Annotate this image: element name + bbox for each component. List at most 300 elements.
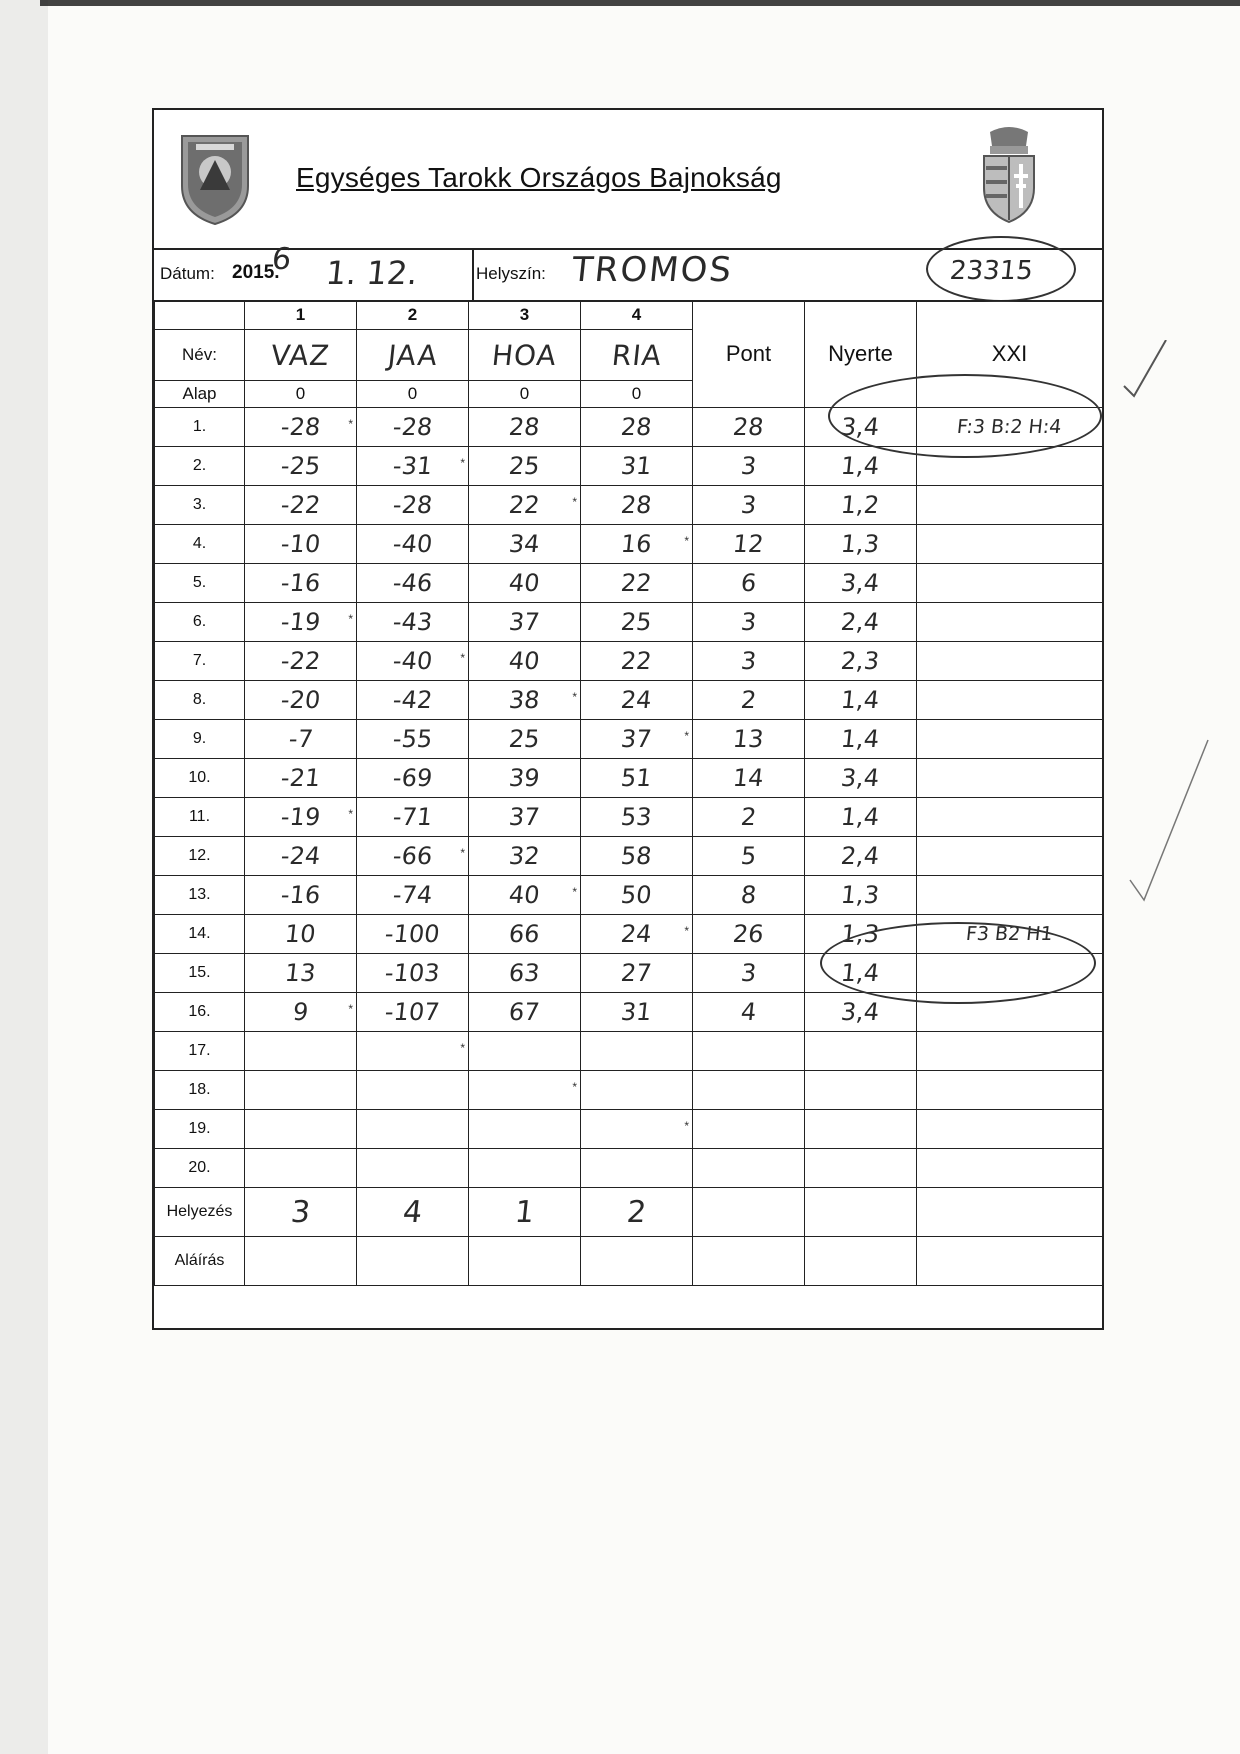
xxi-note: F3 B2 H1 bbox=[965, 923, 1054, 945]
player-score-cell bbox=[581, 915, 693, 954]
nyerte-value: 1,3 bbox=[839, 920, 882, 948]
game-number: 6. bbox=[192, 613, 207, 630]
player-score: -28 bbox=[391, 491, 434, 519]
placement-cell bbox=[245, 1188, 357, 1237]
club-crest-icon bbox=[178, 130, 252, 226]
player-score: -20 bbox=[279, 686, 322, 714]
sheet-header bbox=[154, 110, 1102, 250]
player-score-cell bbox=[245, 447, 357, 486]
game-number: 20. bbox=[188, 1159, 211, 1176]
date-year-overwrite: 6 bbox=[270, 242, 293, 277]
placement-cell bbox=[357, 1188, 469, 1237]
empty-cell bbox=[693, 1188, 805, 1237]
xxi-note-cell bbox=[917, 1110, 1103, 1149]
player-score-cell bbox=[245, 993, 357, 1032]
xxi-note-cell bbox=[917, 1071, 1103, 1110]
player-score: 22 bbox=[507, 491, 542, 519]
player-name: JAA bbox=[385, 338, 440, 372]
nyerte-value-cell bbox=[805, 720, 917, 759]
pont-value-cell bbox=[693, 954, 805, 993]
nyerte-value-cell bbox=[805, 681, 917, 720]
placement-cell bbox=[581, 1188, 693, 1237]
player-score: -19 bbox=[279, 803, 322, 831]
game-number: 2. bbox=[192, 457, 207, 474]
player-score-cell bbox=[357, 564, 469, 603]
player-score-cell bbox=[469, 993, 581, 1032]
xxi-note-cell bbox=[917, 603, 1103, 642]
nyerte-value: 1,4 bbox=[839, 686, 882, 714]
player-score-cell bbox=[469, 681, 581, 720]
player-score: -40 bbox=[391, 530, 434, 558]
player-score: -107 bbox=[383, 998, 442, 1026]
dealer-star-mark: * bbox=[572, 495, 577, 509]
nyerte-value-cell bbox=[805, 525, 917, 564]
player-score-cell bbox=[581, 720, 693, 759]
player-score-cell bbox=[357, 1110, 469, 1149]
player-score-cell bbox=[357, 1071, 469, 1110]
player-name-cell bbox=[581, 330, 693, 381]
game-number: 11. bbox=[188, 808, 211, 825]
empty-cell bbox=[917, 1188, 1103, 1237]
player-score-cell bbox=[469, 954, 581, 993]
nyerte-header: Nyerte bbox=[805, 301, 917, 408]
player-score-cell bbox=[469, 525, 581, 564]
player-score-cell bbox=[469, 798, 581, 837]
player-score-cell bbox=[357, 798, 469, 837]
player-name-cell bbox=[357, 330, 469, 381]
game-number-cell bbox=[155, 876, 245, 915]
player-score: 67 bbox=[507, 998, 542, 1026]
signature-cell bbox=[581, 1237, 693, 1286]
pont-value-cell bbox=[693, 993, 805, 1032]
page-title: Egységes Tarokk Országos Bajnokság bbox=[296, 162, 782, 193]
xxi-note-cell bbox=[917, 720, 1103, 759]
player-score-cell bbox=[469, 447, 581, 486]
nyerte-value-cell bbox=[805, 564, 917, 603]
player-score: -31 bbox=[391, 452, 434, 480]
player-col-2: 2 bbox=[357, 301, 469, 330]
player-score: -19 bbox=[279, 608, 322, 636]
player-score-cell bbox=[581, 486, 693, 525]
player-score: 38 bbox=[507, 686, 542, 714]
pont-value-cell bbox=[693, 720, 805, 759]
player-score: 34 bbox=[507, 530, 542, 558]
pont-value: 3 bbox=[739, 647, 758, 675]
game-number: 17. bbox=[188, 1042, 211, 1059]
alap-label: Alap bbox=[155, 381, 245, 408]
player-score: 25 bbox=[507, 452, 542, 480]
player-score: 24 bbox=[619, 920, 654, 948]
player-score-cell bbox=[581, 1110, 693, 1149]
pont-value: 26 bbox=[731, 920, 766, 948]
xxi-note-cell bbox=[917, 642, 1103, 681]
xxi-note-cell bbox=[917, 837, 1103, 876]
signature-cell bbox=[917, 1237, 1103, 1286]
alap-value: 0 bbox=[245, 381, 357, 408]
player-score: -71 bbox=[391, 803, 434, 831]
date-year: 2015. bbox=[232, 262, 280, 283]
xxi-header: XXI bbox=[917, 301, 1103, 408]
player-score-cell bbox=[245, 876, 357, 915]
player-score-cell bbox=[469, 642, 581, 681]
nyerte-value: 1,4 bbox=[839, 725, 882, 753]
pont-value-cell bbox=[693, 564, 805, 603]
player-score-cell bbox=[245, 642, 357, 681]
pont-value-cell bbox=[693, 1071, 805, 1110]
player-score: 10 bbox=[283, 920, 318, 948]
player-score: -28 bbox=[279, 413, 322, 441]
placement-value: 3 bbox=[289, 1194, 312, 1230]
player-score: 28 bbox=[619, 413, 654, 441]
game-row bbox=[155, 525, 1103, 564]
player-score-cell bbox=[469, 1110, 581, 1149]
player-score: 50 bbox=[619, 881, 654, 909]
player-score-cell bbox=[357, 1149, 469, 1188]
player-score-cell bbox=[469, 1071, 581, 1110]
pont-value-cell bbox=[693, 603, 805, 642]
pont-value-cell bbox=[693, 915, 805, 954]
nyerte-value-cell bbox=[805, 876, 917, 915]
player-col-1: 1 bbox=[245, 301, 357, 330]
player-score-cell bbox=[581, 759, 693, 798]
player-score-cell bbox=[469, 408, 581, 447]
game-number: 5. bbox=[192, 574, 207, 591]
pont-value: 3 bbox=[739, 452, 758, 480]
hungarian-coat-of-arms-icon bbox=[976, 124, 1042, 224]
player-score: 32 bbox=[507, 842, 542, 870]
game-number-cell bbox=[155, 915, 245, 954]
nyerte-value-cell bbox=[805, 1071, 917, 1110]
pont-value-cell bbox=[693, 486, 805, 525]
player-name-cell bbox=[245, 330, 357, 381]
player-score-cell bbox=[469, 486, 581, 525]
player-score-cell bbox=[245, 915, 357, 954]
game-number-cell bbox=[155, 1110, 245, 1149]
game-row bbox=[155, 681, 1103, 720]
player-score: 25 bbox=[507, 725, 542, 753]
player-score-cell bbox=[357, 915, 469, 954]
player-score: 9 bbox=[291, 998, 310, 1026]
player-score-cell bbox=[469, 564, 581, 603]
game-row bbox=[155, 1110, 1103, 1149]
player-score-cell bbox=[469, 759, 581, 798]
player-score-cell bbox=[357, 876, 469, 915]
pont-value: 4 bbox=[739, 998, 758, 1026]
player-score: 25 bbox=[619, 608, 654, 636]
player-score-cell bbox=[357, 1032, 469, 1071]
game-row bbox=[155, 564, 1103, 603]
player-score-cell bbox=[245, 564, 357, 603]
nyerte-value: 2,4 bbox=[839, 842, 882, 870]
pont-value-cell bbox=[693, 408, 805, 447]
player-score: 58 bbox=[619, 842, 654, 870]
player-score-cell bbox=[245, 798, 357, 837]
nyerte-value: 1,2 bbox=[839, 491, 882, 519]
pont-value-cell bbox=[693, 447, 805, 486]
player-score: -46 bbox=[391, 569, 434, 597]
game-number-cell bbox=[155, 1071, 245, 1110]
signature-cell bbox=[693, 1237, 805, 1286]
player-score-cell bbox=[469, 915, 581, 954]
nyerte-value-cell bbox=[805, 642, 917, 681]
signature-cell bbox=[357, 1237, 469, 1286]
player-score-cell bbox=[581, 447, 693, 486]
game-number-cell bbox=[155, 798, 245, 837]
player-score-cell bbox=[469, 1149, 581, 1188]
nyerte-value-cell bbox=[805, 1032, 917, 1071]
player-score-cell bbox=[581, 1149, 693, 1188]
nyerte-value-cell bbox=[805, 798, 917, 837]
game-row bbox=[155, 1032, 1103, 1071]
player-score-cell bbox=[469, 876, 581, 915]
placement-value: 4 bbox=[401, 1194, 424, 1230]
player-score-cell bbox=[357, 486, 469, 525]
xxi-note-cell bbox=[917, 876, 1103, 915]
player-score: 40 bbox=[507, 881, 542, 909]
player-score: 37 bbox=[507, 803, 542, 831]
player-score: 24 bbox=[619, 686, 654, 714]
game-number-cell bbox=[155, 720, 245, 759]
player-score-cell bbox=[245, 759, 357, 798]
player-score: -10 bbox=[279, 530, 322, 558]
game-row bbox=[155, 720, 1103, 759]
pen-check-marks bbox=[1100, 340, 1210, 980]
pont-value-cell bbox=[693, 681, 805, 720]
game-number-cell bbox=[155, 486, 245, 525]
pont-value-cell bbox=[693, 642, 805, 681]
dealer-star-mark: * bbox=[460, 456, 465, 470]
player-score: -103 bbox=[383, 959, 442, 987]
game-number: 1. bbox=[192, 418, 207, 435]
pont-value: 2 bbox=[739, 803, 758, 831]
player-score: -74 bbox=[391, 881, 434, 909]
signature-label: Aláírás bbox=[155, 1237, 245, 1286]
player-score: -16 bbox=[279, 881, 322, 909]
placement-row bbox=[155, 1188, 1103, 1237]
code-ellipse bbox=[926, 236, 1076, 302]
xxi-note-cell bbox=[917, 564, 1103, 603]
game-number-cell bbox=[155, 447, 245, 486]
signature-cell bbox=[245, 1237, 357, 1286]
placement-value: 2 bbox=[625, 1194, 648, 1230]
game-number: 4. bbox=[192, 535, 207, 552]
game-number: 14. bbox=[188, 925, 211, 942]
game-row bbox=[155, 876, 1103, 915]
dealer-star-mark: * bbox=[348, 1002, 353, 1016]
nyerte-value-cell bbox=[805, 837, 917, 876]
pont-value: 3 bbox=[739, 491, 758, 519]
pont-value: 3 bbox=[739, 608, 758, 636]
player-score-cell bbox=[581, 1071, 693, 1110]
player-score-cell bbox=[357, 642, 469, 681]
player-score: -25 bbox=[279, 452, 322, 480]
player-score: -21 bbox=[279, 764, 322, 792]
dealer-star-mark: * bbox=[460, 1041, 465, 1055]
game-number: 18. bbox=[188, 1081, 211, 1098]
nyerte-value: 1,4 bbox=[839, 959, 882, 987]
player-score: 31 bbox=[619, 452, 654, 480]
scan-edge-top bbox=[40, 0, 1240, 6]
game-number: 9. bbox=[192, 730, 207, 747]
game-row bbox=[155, 642, 1103, 681]
player-score: -42 bbox=[391, 686, 434, 714]
player-score: 27 bbox=[619, 959, 654, 987]
game-row bbox=[155, 486, 1103, 525]
player-score-cell bbox=[581, 798, 693, 837]
player-score: 40 bbox=[507, 569, 542, 597]
player-score-cell bbox=[581, 837, 693, 876]
game-row bbox=[155, 837, 1103, 876]
player-score-cell bbox=[357, 447, 469, 486]
game-number-cell bbox=[155, 408, 245, 447]
player-score-cell bbox=[245, 486, 357, 525]
nyerte-value: 1,3 bbox=[839, 881, 882, 909]
dealer-star-mark: * bbox=[684, 1119, 689, 1133]
player-score: 63 bbox=[507, 959, 542, 987]
game-number-cell bbox=[155, 525, 245, 564]
game-number: 3. bbox=[192, 496, 207, 513]
player-score-cell bbox=[245, 1071, 357, 1110]
player-score-cell bbox=[357, 681, 469, 720]
dealer-star-mark: * bbox=[572, 1080, 577, 1094]
game-row bbox=[155, 1149, 1103, 1188]
player-score-cell bbox=[245, 603, 357, 642]
pont-value-cell bbox=[693, 1032, 805, 1071]
game-number-cell bbox=[155, 954, 245, 993]
pont-value: 2 bbox=[739, 686, 758, 714]
player-score: -22 bbox=[279, 491, 322, 519]
game-number-cell bbox=[155, 1032, 245, 1071]
xxi-note-cell bbox=[917, 681, 1103, 720]
game-number-cell bbox=[155, 642, 245, 681]
player-score-cell bbox=[581, 564, 693, 603]
player-score-cell bbox=[245, 681, 357, 720]
dealer-star-mark: * bbox=[572, 690, 577, 704]
game-number: 7. bbox=[192, 652, 207, 669]
nyerte-value: 2,3 bbox=[839, 647, 882, 675]
alap-value: 0 bbox=[357, 381, 469, 408]
player-score-cell bbox=[245, 408, 357, 447]
pont-value-cell bbox=[693, 1110, 805, 1149]
pont-value-cell bbox=[693, 798, 805, 837]
name-label: Név: bbox=[155, 330, 245, 381]
game-number: 19. bbox=[188, 1120, 211, 1137]
player-score: -100 bbox=[383, 920, 442, 948]
player-col-3: 3 bbox=[469, 301, 581, 330]
player-score-cell bbox=[357, 525, 469, 564]
player-score-cell bbox=[245, 1110, 357, 1149]
nyerte-value: 3,4 bbox=[839, 764, 882, 792]
player-name: RIA bbox=[609, 338, 664, 372]
dealer-star-mark: * bbox=[684, 534, 689, 548]
player-score: 53 bbox=[619, 803, 654, 831]
player-score-cell bbox=[581, 642, 693, 681]
alap-value: 0 bbox=[469, 381, 581, 408]
player-col-4: 4 bbox=[581, 301, 693, 330]
game-number: 8. bbox=[192, 691, 207, 708]
player-score-cell bbox=[357, 837, 469, 876]
location-label: Helyszín: bbox=[476, 264, 546, 283]
pont-value: 12 bbox=[731, 530, 766, 558]
xxi-note-cell bbox=[917, 1149, 1103, 1188]
player-score-cell bbox=[245, 837, 357, 876]
pont-header: Pont bbox=[693, 301, 805, 408]
game-number-cell bbox=[155, 837, 245, 876]
pont-value-cell bbox=[693, 837, 805, 876]
date-location-row bbox=[154, 242, 1102, 302]
game-number-cell bbox=[155, 681, 245, 720]
player-score: 39 bbox=[507, 764, 542, 792]
dealer-star-mark: * bbox=[460, 651, 465, 665]
player-score: 31 bbox=[619, 998, 654, 1026]
player-score: 13 bbox=[283, 959, 318, 987]
pont-value: 5 bbox=[739, 842, 758, 870]
nyerte-value: 3,4 bbox=[839, 413, 882, 441]
player-score-cell bbox=[357, 720, 469, 759]
signature-cell bbox=[469, 1237, 581, 1286]
dealer-star-mark: * bbox=[348, 417, 353, 431]
player-name: HOA bbox=[490, 338, 559, 372]
game-number-cell bbox=[155, 603, 245, 642]
player-score: -43 bbox=[391, 608, 434, 636]
game-number: 10. bbox=[188, 769, 211, 786]
nyerte-value-cell bbox=[805, 486, 917, 525]
player-score-cell bbox=[581, 954, 693, 993]
pont-value: 14 bbox=[731, 764, 766, 792]
xxi-note-cell bbox=[917, 759, 1103, 798]
date-label: Dátum: bbox=[160, 264, 215, 283]
pont-value-cell bbox=[693, 525, 805, 564]
dealer-star-mark: * bbox=[684, 924, 689, 938]
date-handwritten: 1. 12. bbox=[324, 254, 420, 292]
player-score: 22 bbox=[619, 569, 654, 597]
alap-value: 0 bbox=[581, 381, 693, 408]
pont-value: 28 bbox=[731, 413, 766, 441]
player-score-cell bbox=[357, 954, 469, 993]
player-score: -28 bbox=[391, 413, 434, 441]
xxi-note-cell bbox=[917, 525, 1103, 564]
scan-edge-left bbox=[0, 0, 48, 1754]
player-score: 66 bbox=[507, 920, 542, 948]
player-score: 37 bbox=[619, 725, 654, 753]
divider bbox=[472, 248, 474, 300]
xxi-note-ellipse-2 bbox=[820, 922, 1096, 1004]
game-number-cell bbox=[155, 993, 245, 1032]
player-score-cell bbox=[245, 954, 357, 993]
xxi-note-cell bbox=[917, 486, 1103, 525]
player-score-cell bbox=[581, 525, 693, 564]
player-score: -7 bbox=[287, 725, 314, 753]
player-score-cell bbox=[245, 1032, 357, 1071]
pont-value: 13 bbox=[731, 725, 766, 753]
dealer-star-mark: * bbox=[684, 729, 689, 743]
player-score-cell bbox=[357, 603, 469, 642]
pont-value-cell bbox=[693, 876, 805, 915]
player-score: -55 bbox=[391, 725, 434, 753]
game-number: 12. bbox=[188, 847, 211, 864]
nyerte-value: 3,4 bbox=[839, 569, 882, 597]
game-number: 13. bbox=[188, 886, 211, 903]
pont-value: 6 bbox=[739, 569, 758, 597]
dealer-star-mark: * bbox=[348, 807, 353, 821]
game-number: 16. bbox=[188, 1003, 211, 1020]
player-score: -24 bbox=[279, 842, 322, 870]
player-score-cell bbox=[581, 603, 693, 642]
player-score: -16 bbox=[279, 569, 322, 597]
player-score-cell bbox=[245, 525, 357, 564]
nyerte-value-cell bbox=[805, 603, 917, 642]
player-score-cell bbox=[469, 603, 581, 642]
